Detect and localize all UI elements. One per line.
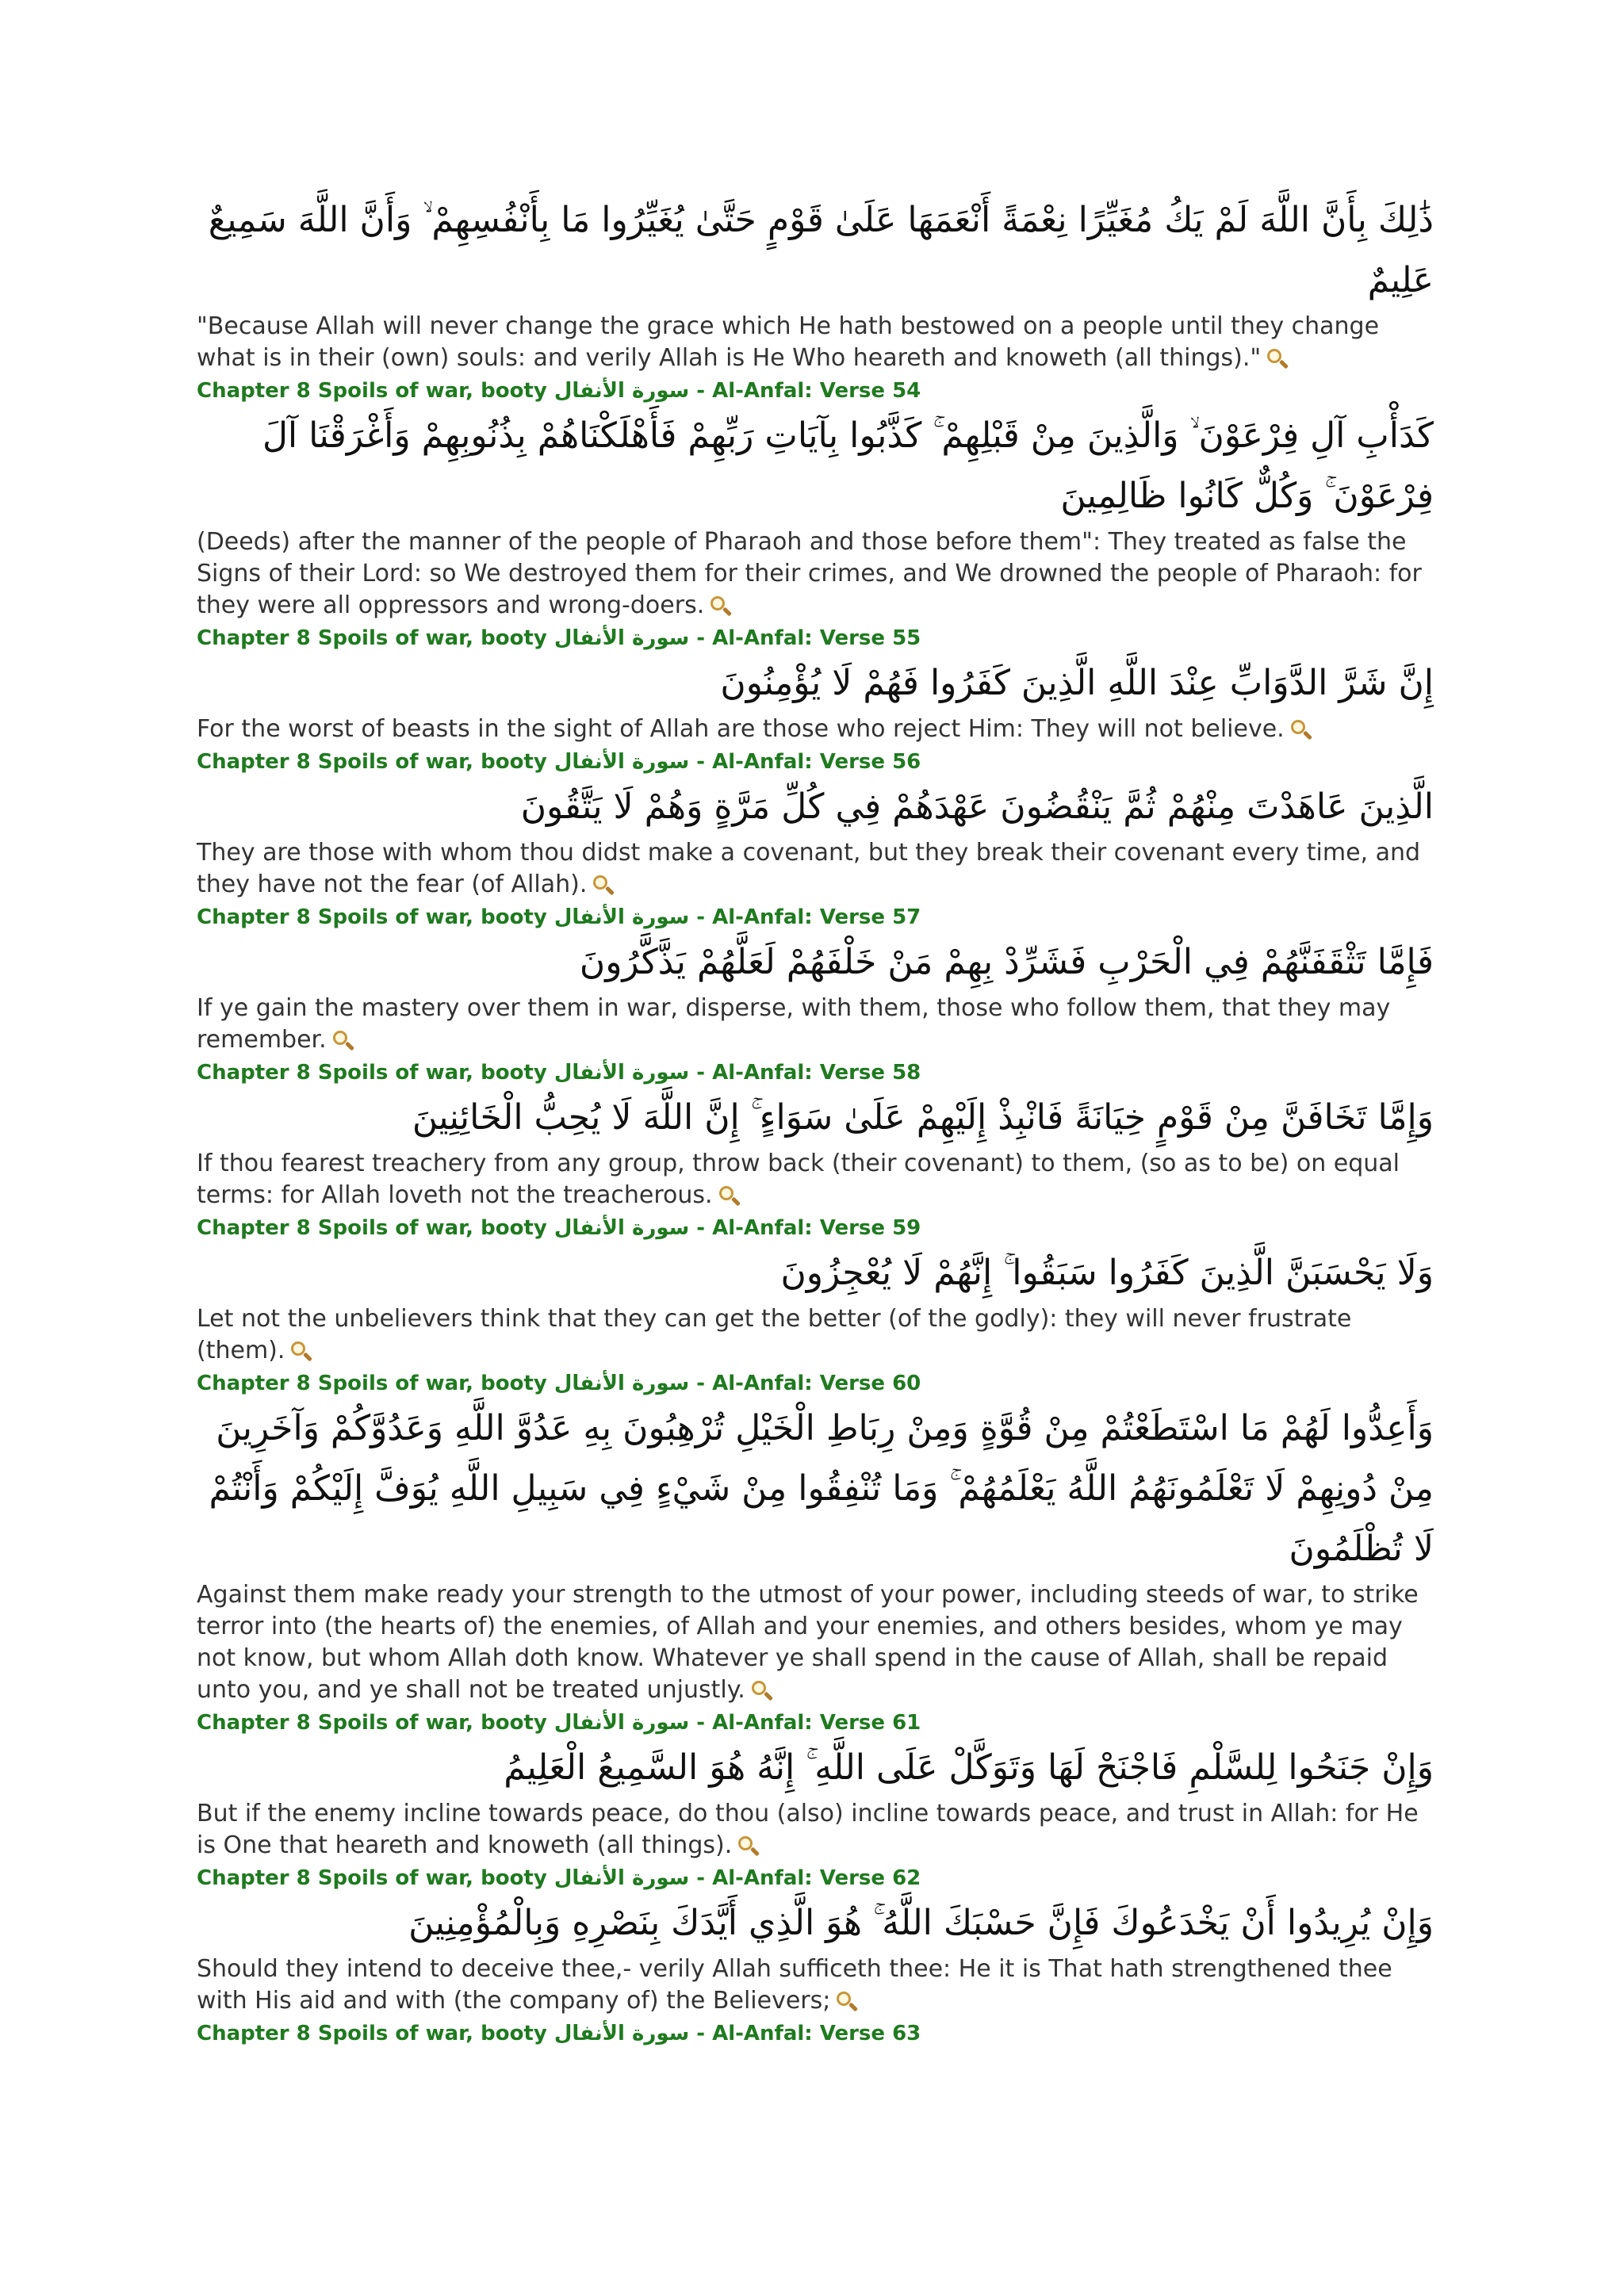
verse-block: [197, 1893, 1434, 2049]
heading-surah-arabic: سورة الأنفال: [553, 1372, 690, 1395]
verse-translation: [197, 1303, 1434, 1367]
verse-translation: [197, 311, 1434, 374]
translation-text: (Deeds) after the manner of the people of Pharaoh and those before them": They treated as false the Signs of their Lord: so We destroyed them for their crimes, and We drowned the people of Pharaoh: for they were all oppressors and wrong-doers.: [197, 528, 1422, 619]
heading-verse-ref: - Al-Anfal: Verse 58: [689, 1061, 921, 1085]
verse-translation: [197, 1798, 1434, 1862]
search-icon[interactable]: [333, 1031, 354, 1051]
arabic-verse: وَإِمَّا تَخَافَنَّ مِنْ قَوْمٍ خِيَانَةً فَانْبِذْ إِلَيْهِمْ عَلَىٰ سَوَاءٍ ۚ إِنَّ اللَّهَ لَا يُحِبُّ الْخَائِنِينَ: [412, 1097, 1434, 1138]
heading-chapter: Chapter 8 Spoils of war, booty: [197, 2022, 554, 2045]
verse-block: [197, 777, 1434, 932]
heading-surah-arabic: سورة الأنفال: [553, 1711, 690, 1735]
verse-block: [197, 1243, 1434, 1399]
heading-surah-arabic: سورة الأنفال: [553, 750, 690, 774]
verse-translation: [197, 714, 1434, 745]
heading-surah-arabic: سورة الأنفال: [553, 2022, 690, 2045]
heading-verse-ref: - Al-Anfal: Verse 57: [689, 905, 921, 929]
verse-translation: [197, 1148, 1434, 1211]
heading-surah-arabic: سورة الأنفال: [553, 379, 690, 403]
search-icon[interactable]: [752, 1681, 772, 1701]
search-icon[interactable]: [1291, 720, 1312, 740]
translation-text: "Because Allah will never change the grace which He hath bestowed on a people until they change what is in their (own) souls: and verily Allah is He Who heareth and knoweth (all things).": [197, 312, 1380, 372]
arabic-verse: ذَٰلِكَ بِأَنَّ اللَّهَ لَمْ يَكُ مُغَيِّرًا نِعْمَةً أَنْعَمَهَا عَلَىٰ قَوْمٍ حَتَّىٰ يُغَيِّرُوا مَا بِأَنْفُسِهِمْ ۙ وَأَنَّ اللَّهَ سَمِيعٌ عَلِيمٌ: [208, 200, 1434, 300]
arabic-verse: كَدَأْبِ آلِ فِرْعَوْنَ ۙ وَالَّذِينَ مِنْ قَبْلِهِمْ ۚ كَذَّبُوا بِآيَاتِ رَبِّهِمْ فَأَهْلَكْنَاهُمْ بِذُنُوبِهِمْ وَأَغْرَقْنَا آلَ فِرْعَوْنَ ۚ وَكُلٌّ كَانُوا ظَالِمِينَ: [262, 415, 1434, 516]
verse-heading[interactable]: [197, 747, 1434, 777]
arabic-verse: الَّذِينَ عَاهَدْتَ مِنْهُمْ ثُمَّ يَنْقُضُونَ عَهْدَهُمْ فِي كُلِّ مَرَّةٍ وَهُمْ لَا يَتَّقُونَ: [520, 786, 1434, 827]
heading-chapter: Chapter 8 Spoils of war, booty: [197, 1711, 554, 1735]
document-page: [197, 190, 1434, 2049]
heading-verse-ref: - Al-Anfal: Verse 61: [689, 1711, 921, 1735]
heading-verse-ref: - Al-Anfal: Verse 54: [689, 379, 921, 403]
heading-verse-ref: - Al-Anfal: Verse 60: [689, 1372, 921, 1395]
arabic-verse: وَأَعِدُّوا لَهُمْ مَا اسْتَطَعْتُمْ مِنْ قُوَّةٍ وَمِنْ رِبَاطِ الْخَيْلِ تُرْهِبُونَ بِهِ عَدُوَّ اللَّهِ وَعَدُوَّكُمْ وَآخَرِينَ مِنْ دُونِهِمْ لَا تَعْلَمُونَهُمُ اللَّهُ يَعْلَمُهُمْ ۚ وَمَا تُنْفِقُوا مِنْ شَيْءٍ فِي سَبِيلِ اللَّهِ يُوَفَّ إِلَيْكُمْ وَأَنْتُمْ لَا تُظْلَمُونَ: [209, 1408, 1434, 1569]
arabic-verse: وَلَا يَحْسَبَنَّ الَّذِينَ كَفَرُوا سَبَقُوا ۚ إِنَّهُمْ لَا يُعْجِزُونَ: [780, 1253, 1434, 1293]
search-icon[interactable]: [710, 596, 731, 617]
heading-surah-arabic: سورة الأنفال: [553, 905, 690, 929]
verse-translation: [197, 1954, 1434, 2017]
verse-block: [197, 932, 1434, 1088]
heading-chapter: Chapter 8 Spoils of war, booty: [197, 1372, 554, 1395]
verse-heading[interactable]: [197, 1368, 1434, 1399]
verse-heading[interactable]: [197, 376, 1434, 406]
verse-block: [197, 1088, 1434, 1243]
arabic-verse: وَإِنْ يُرِيدُوا أَنْ يَخْدَعُوكَ فَإِنَّ حَسْبَكَ اللَّهُ ۚ هُوَ الَّذِي أَيَّدَكَ بِنَصْرِهِ وَبِالْمُؤْمِنِينَ: [408, 1903, 1434, 1943]
heading-verse-ref: - Al-Anfal: Verse 56: [689, 750, 921, 774]
verse-heading[interactable]: [197, 623, 1434, 653]
heading-chapter: Chapter 8 Spoils of war, booty: [197, 750, 554, 774]
search-icon[interactable]: [837, 1992, 857, 2012]
translation-text: They are those with whom thou didst make a covenant, but they break their covenant every time, and they have not the fear (of Allah).: [197, 839, 1421, 898]
heading-chapter: Chapter 8 Spoils of war, booty: [197, 626, 554, 650]
search-icon[interactable]: [593, 875, 614, 896]
translation-text: But if the enemy incline towards peace, do thou (also) incline towards peace, and trust in Allah: for He is One that heareth and knoweth (all things).: [197, 1800, 1419, 1859]
heading-verse-ref: - Al-Anfal: Verse 59: [689, 1216, 921, 1240]
search-icon[interactable]: [719, 1186, 740, 1207]
arabic-verse: إِنَّ شَرَّ الدَّوَابِّ عِنْدَ اللَّهِ الَّذِينَ كَفَرُوا فَهُمْ لَا يُؤْمِنُونَ: [720, 663, 1434, 703]
verse-heading[interactable]: [197, 1213, 1434, 1243]
heading-chapter: Chapter 8 Spoils of war, booty: [197, 905, 554, 929]
heading-chapter: Chapter 8 Spoils of war, booty: [197, 1216, 554, 1240]
heading-chapter: Chapter 8 Spoils of war, booty: [197, 379, 554, 403]
arabic-verse: فَإِمَّا تَثْقَفَنَّهُمْ فِي الْحَرْبِ فَشَرِّدْ بِهِمْ مَنْ خَلْفَهُمْ لَعَلَّهُمْ يَذَّكَّرُونَ: [579, 942, 1434, 982]
heading-surah-arabic: سورة الأنفال: [553, 1061, 690, 1085]
verse-block: [197, 1738, 1434, 1893]
verse-translation: [197, 1579, 1434, 1706]
verse-translation: [197, 837, 1434, 901]
search-icon[interactable]: [1267, 349, 1288, 369]
verse-heading[interactable]: [197, 1708, 1434, 1738]
search-icon[interactable]: [291, 1341, 312, 1362]
verse-block: [197, 406, 1434, 653]
translation-text: Against them make ready your strength to the utmost of your power, including steeds of war, to strike terror into (the hearts of) the enemies, of Allah and your enemies, and others besides, whom ye may not know, but whom Allah doth know. Whatever ye shall spend in the cause of Allah, shall be repaid unto you, and ye shall not be treated unjustly.: [197, 1581, 1419, 1704]
translation-text: For the worst of beasts in the sight of Allah are those who reject Him: They will not believe.: [197, 715, 1285, 743]
verse-block: [197, 653, 1434, 777]
translation-text: Let not the unbelievers think that they can get the better (of the godly): they will never frustrate (them).: [197, 1305, 1352, 1364]
heading-verse-ref: - Al-Anfal: Verse 55: [689, 626, 921, 650]
verse-heading[interactable]: [197, 1058, 1434, 1088]
translation-text: If thou fearest treachery from any group, throw back (their covenant) to them, (so as to be) on equal terms: for Allah loveth not the treacherous.: [197, 1150, 1400, 1209]
verse-block: [197, 190, 1434, 406]
arabic-verse: وَإِنْ جَنَحُوا لِلسَّلْمِ فَاجْنَحْ لَهَا وَتَوَكَّلْ عَلَى اللَّهِ ۚ إِنَّهُ هُوَ السَّمِيعُ الْعَلِيمُ: [504, 1747, 1434, 1788]
verse-translation: [197, 526, 1434, 622]
verse-block: [197, 1399, 1434, 1738]
heading-chapter: Chapter 8 Spoils of war, booty: [197, 1866, 554, 1890]
translation-text: Should they intend to deceive thee,- verily Allah sufficeth thee: He it is That hath strengthened thee with His aid and with (the company of) the Believers;: [197, 1955, 1392, 2015]
verse-heading[interactable]: [197, 1863, 1434, 1893]
verse-translation: [197, 993, 1434, 1056]
translation-text: If ye gain the mastery over them in war, disperse, with them, those who follow them, that they may remember.: [197, 994, 1391, 1054]
verse-heading[interactable]: [197, 902, 1434, 932]
verse-heading[interactable]: [197, 2019, 1434, 2049]
heading-surah-arabic: سورة الأنفال: [553, 626, 690, 650]
heading-surah-arabic: سورة الأنفال: [553, 1216, 690, 1240]
heading-verse-ref: - Al-Anfal: Verse 62: [689, 1866, 921, 1890]
search-icon[interactable]: [738, 1836, 759, 1857]
heading-verse-ref: - Al-Anfal: Verse 63: [689, 2022, 921, 2045]
heading-chapter: Chapter 8 Spoils of war, booty: [197, 1061, 554, 1085]
heading-surah-arabic: سورة الأنفال: [553, 1866, 690, 1890]
